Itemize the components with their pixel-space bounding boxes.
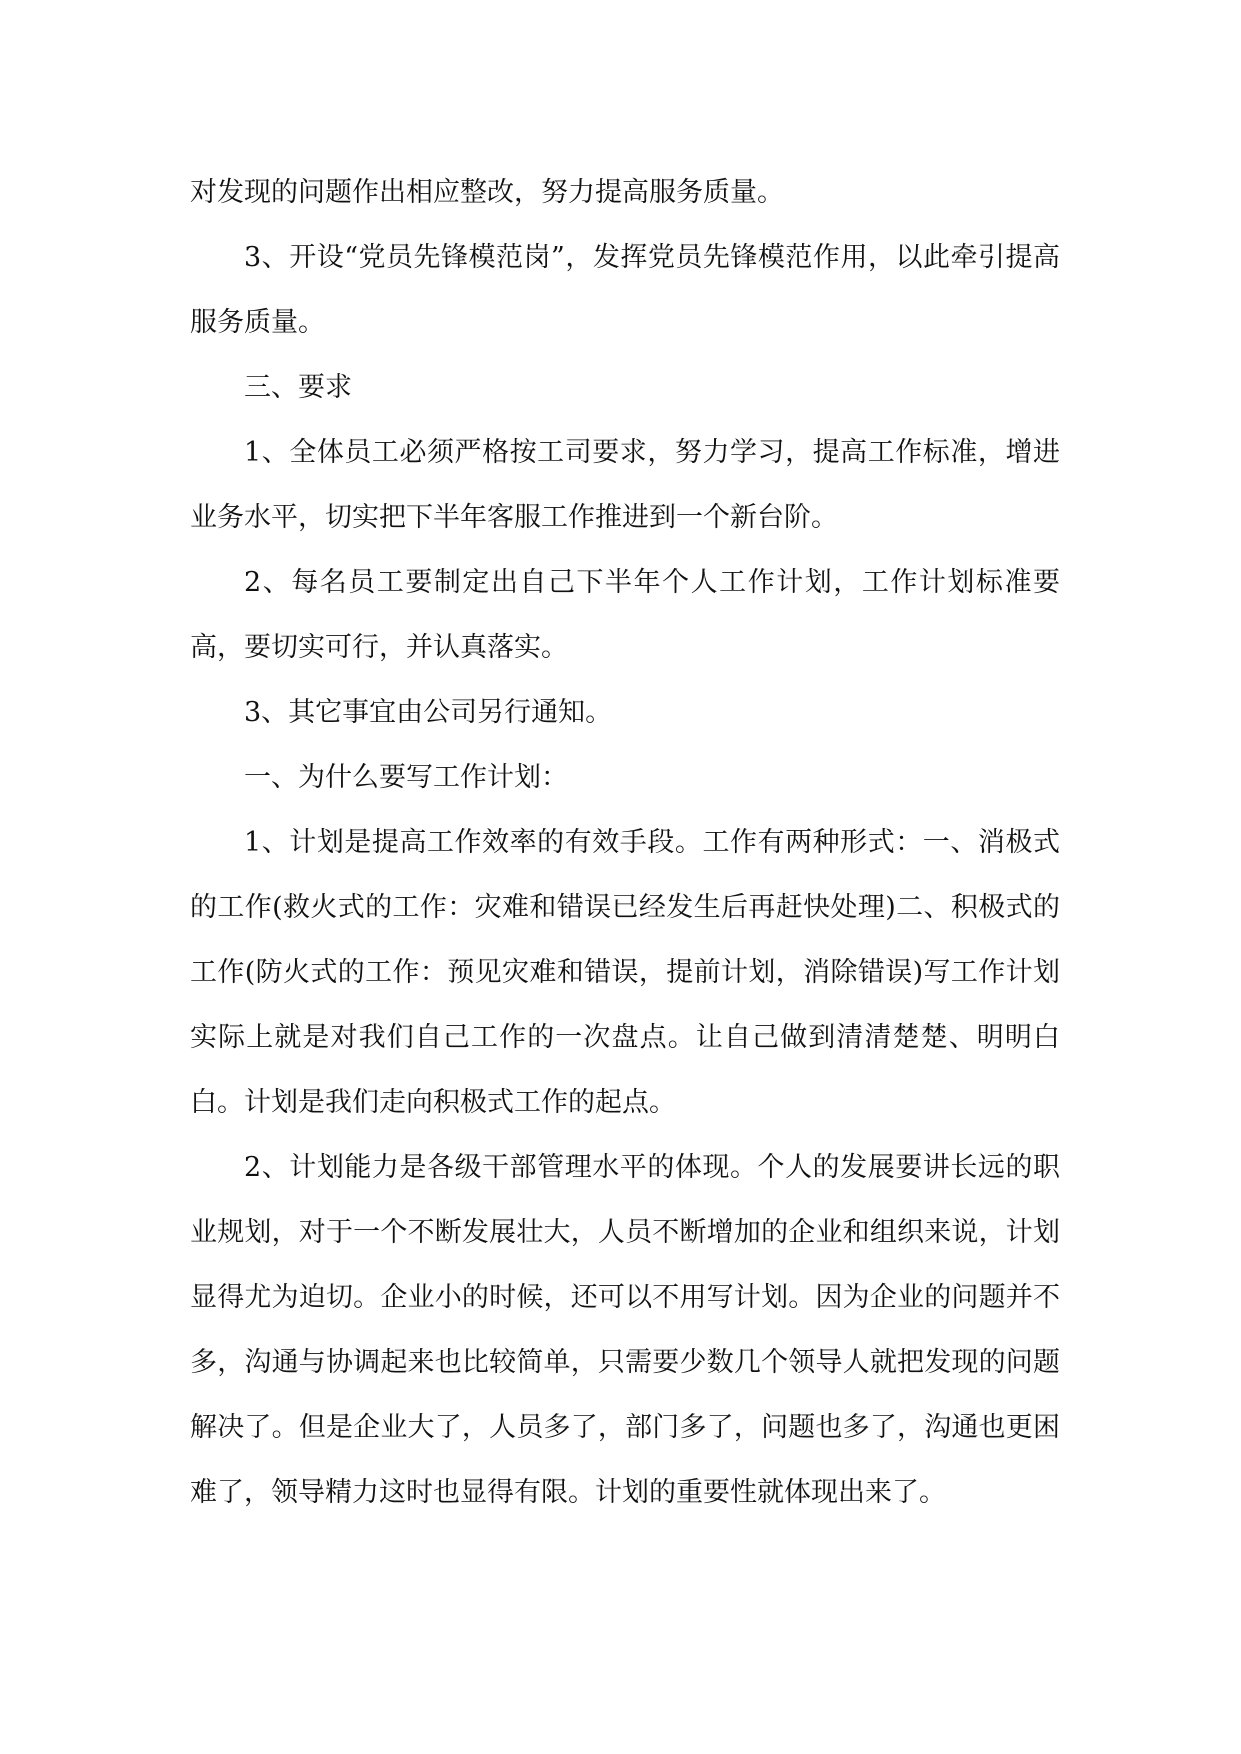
paragraph-requirement-2: 2、每名员工要制定出自己下半年个人工作计划，工作计划标准要高，要切实可行，并认真落实。	[190, 567, 1060, 663]
paragraph-continuation: 对发现的问题作出相应整改，努力提高服务质量。	[190, 177, 784, 208]
paragraph-why-plan-1: 1、计划是提高工作效率的有效手段。工作有两种形式：一、消极式的工作(救火式的工作：灾难和错误已经发生后再赶快处理)二、积极式的工作(防火式的工作：预见灾难和错误，提前计划，消除错误)写工作计划实际上就是对我们自己工作的一次盘点。让自己做到清清楚楚、明明白白。计划是我们走向积极式工作的起点。	[190, 827, 1060, 1118]
paragraph-why-plan-2: 2、计划能力是各级干部管理水平的体现。个人的发展要讲长远的职业规划，对于一个不断发展壮大，人员不断增加的企业和组织来说，计划显得尤为迫切。企业小的时候，还可以不用写计划。因为企业的问题并不多，沟通与协调起来也比较简单，只需要少数几个领导人就把发现的问题解决了。但是企业大了，人员多了，部门多了，问题也多了，沟通也更困难了，领导精力这时也显得有限。计划的重要性就体现出来了。	[190, 1152, 1060, 1508]
section-heading-why-plan: 一、为什么要写工作计划：	[244, 762, 568, 793]
section-heading-requirements: 三、要求	[244, 372, 352, 403]
paragraph-requirement-3: 3、其它事宜由公司另行通知。	[244, 697, 613, 728]
document-body	[190, 160, 1060, 1525]
paragraph-requirement-1: 1、全体员工必须严格按工司要求，努力学习，提高工作标准，增进业务水平，切实把下半年客服工作推进到一个新台阶。	[190, 437, 1060, 533]
paragraph-item-3-pioneer-post: 3、开设“党员先锋模范岗”，发挥党员先锋模范作用，以此牵引提高服务质量。	[190, 242, 1060, 338]
